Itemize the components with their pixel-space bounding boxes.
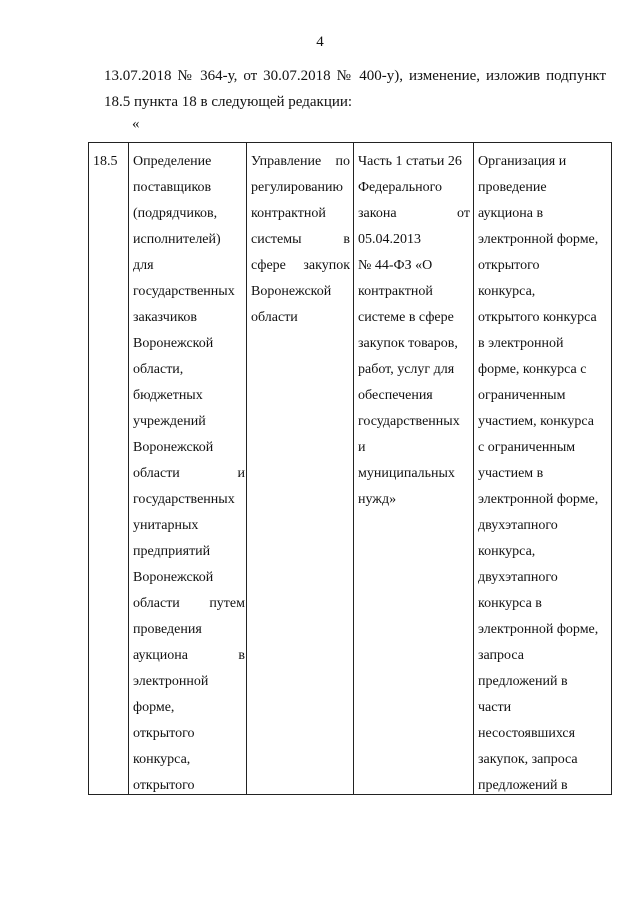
basis-line: нужд» [358,492,397,507]
column-name [128,143,246,794]
name-line: поставщиков [133,180,212,195]
intro-line-1: 13.07.2018 № 364-у, от 30.07.2018 № 400-у), изменение, изложив подпункт [104,68,606,84]
authority-line: контрактной [251,206,326,221]
intro-paragraph [104,63,606,115]
opening-quote: « [132,116,140,132]
column-authority [246,143,353,794]
basis-line: Часть 1 статьи 26 [358,154,462,169]
column-content [473,143,612,794]
authority-line: Воронежской [251,284,332,299]
content-line: ограниченным [478,388,566,403]
amendment-table [88,142,612,795]
name-line: конкурса, [133,752,191,767]
content-line: конкурса, [478,544,536,559]
name-line: аукциона в [133,648,245,663]
name-line: открытого [133,778,195,793]
content-line: несостоявшихся [478,726,576,741]
name-line: Определение [133,154,212,169]
content-line: электронной форме, [478,232,599,247]
name-line: учреждений [133,414,206,429]
content-line: участием в [478,466,544,481]
content-line: открытого конкурса [478,310,597,325]
name-line: области путем [133,596,245,611]
basis-line: закупок товаров, [358,336,458,351]
basis-line: 05.04.2013 [358,232,421,247]
basis-line: № 44-ФЗ «О [358,258,433,273]
content-line: электронной форме, [478,622,599,637]
authority-line: системы в [251,232,350,247]
basis-line: и [358,440,366,455]
name-line: предприятий [133,544,211,559]
content-line: форме, конкурса с [478,362,587,377]
basis-line: работ, услуг для [358,362,455,377]
basis-line: Федерального [358,180,443,195]
row-number: 18.5 [93,154,118,169]
content-line: предложений в [478,674,568,689]
name-line: форме, [133,700,175,715]
content-line: с ограниченным [478,440,576,455]
basis-line: закона от [358,206,470,221]
name-line: Воронежской [133,440,214,455]
name-line: Воронежской [133,336,214,351]
name-line: области и [133,466,245,481]
basis-line: муниципальных [358,466,455,481]
basis-line: системе в сфере [358,310,454,325]
basis-line: государственных [358,414,460,429]
content-line: открытого [478,258,540,273]
authority-line: Управление по [251,154,350,169]
content-line: конкурса в [478,596,542,611]
name-line: для [133,258,154,273]
page-number: 4 [316,34,324,50]
content-line: участием, конкурса [478,414,594,429]
name-line: унитарных [133,518,199,533]
name-line: (подрядчиков, [133,206,218,221]
name-line: государственных [133,492,235,507]
content-line: предложений в [478,778,568,793]
basis-line: обеспечения [358,388,433,403]
basis-line: контрактной [358,284,433,299]
content-line: двухэтапного [478,570,558,585]
name-line: электронной [133,674,209,689]
name-line: исполнителей) [133,232,221,247]
content-line: проведение [478,180,547,195]
content-line: двухэтапного [478,518,558,533]
content-line: части [478,700,512,715]
authority-line: регулированию [251,180,343,195]
column-basis [353,143,473,794]
content-line: аукциона в [478,206,544,221]
intro-line-2: 18.5 пункта 18 в следующей редакции: [104,94,353,110]
content-line: запроса [478,648,524,663]
name-line: Воронежской [133,570,214,585]
authority-line: сфере закупок [251,258,350,273]
name-line: заказчиков [133,310,198,325]
name-line: открытого [133,726,195,741]
authority-line: области [251,310,298,325]
content-line: в электронной [478,336,564,351]
content-line: конкурса, [478,284,536,299]
name-line: проведения [133,622,202,637]
name-line: государственных [133,284,235,299]
name-line: области, [133,362,184,377]
name-line: бюджетных [133,388,203,403]
content-line: электронной форме, [478,492,599,507]
content-line: закупок, запроса [478,752,578,767]
content-line: Организация и [478,154,567,169]
column-row-number [89,143,128,794]
